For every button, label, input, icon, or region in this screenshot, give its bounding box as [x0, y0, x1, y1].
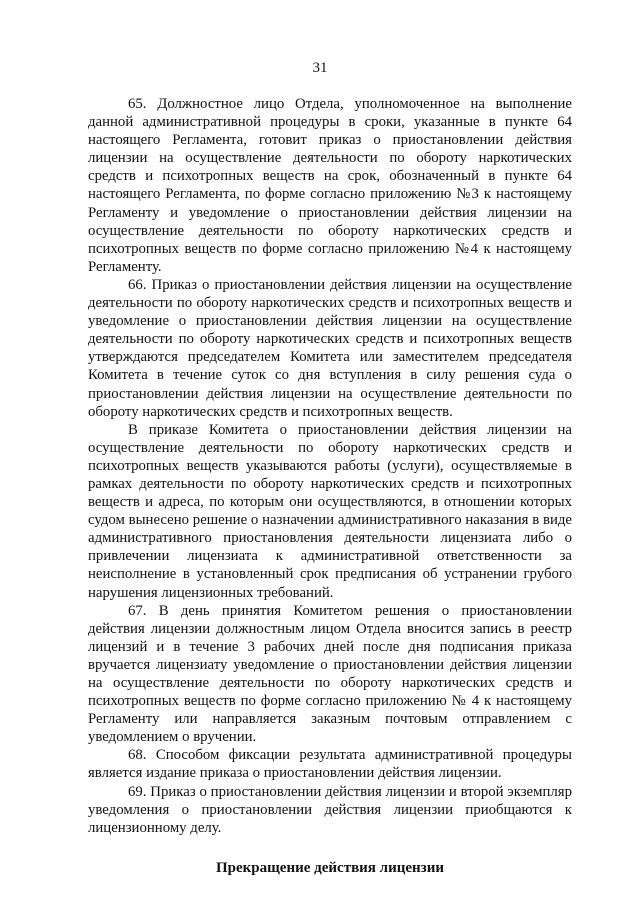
paragraph-65: 65. Должностное лицо Отдела, уполномоченное на выполнение данной административной процедуры в сроки, указанные в пункте 64 настоящего Регламента, готовит приказ о приостановлении действия лицензии на осуществление деятельности по обороту наркотических средств и психотропных веществ на срок, обозначенный в пункте 64 настоящего Регламента, по форме согласно приложению №3 к настоящему Регламенту и уведомление о приостановлении действия лицензии на осуществление деятельности по обороту наркотических средств и психотропных веществ по форме согласно приложению №4 к настоящему Регламенту.	[88, 96, 572, 275]
document-body	[88, 95, 572, 877]
paragraph-67: 67. В день принятия Комитетом решения о приостановлении действия лицензии должностным лицом Отдела вносится запись в реестр лицензий и в течение 3 рабочих дней после дня подписания приказа вручается лицензиату уведомление о приостановлении действия лицензии на осуществление деятельности по обороту наркотических средств и психотропных веществ по форме согласно приложению № 4 к настоящему Регламенту или направляется заказным почтовым отправлением с уведомлением о вручении.	[88, 602, 572, 746]
page-number: 31	[312, 60, 328, 76]
paragraph-66: 66. Приказ о приостановлении действия лицензии на осуществление деятельности по обороту наркотических средств и психотропных веществ и уведомление о приостановлении действия лицензии на осуществление деятельности по обороту наркотических средств и психотропных веществ утверждаются председателем Комитета или заместителем председателя Комитета в течение суток со дня вступления в силу решения суда о приостановлении действия лицензии на осуществление деятельности по обороту наркотических средств и психотропных веществ.	[88, 276, 572, 420]
paragraph-68: 68. Способом фиксации результата административной процедуры является издание приказа о приостановлении действия лицензии.	[88, 747, 572, 782]
paragraph-66-continuation: В приказе Комитета о приостановлении действия лицензии на осуществление деятельности по обороту наркотических средств и психотропных веществ указываются работы (услуги), осуществляемые в рамках деятельности по обороту наркотических средств и психотропных веществ и адреса, по которым они осуществляются, в отношении которых судом вынесено решение о назначении административного наказания в виде административного приостановления деятельности лицензиата либо о привлечении лицензиата к административной ответственности за неисполнение в установленный срок предписания об устранении грубого нарушения лицензионных требований.	[88, 421, 572, 601]
section-heading: Прекращение действия лицензии	[215, 859, 444, 876]
paragraph-69: 69. Приказ о приостановлении действия лицензии и второй экземпляр уведомления о приостановлении действия лицензии приобщаются к лицензионному делу.	[88, 783, 572, 836]
